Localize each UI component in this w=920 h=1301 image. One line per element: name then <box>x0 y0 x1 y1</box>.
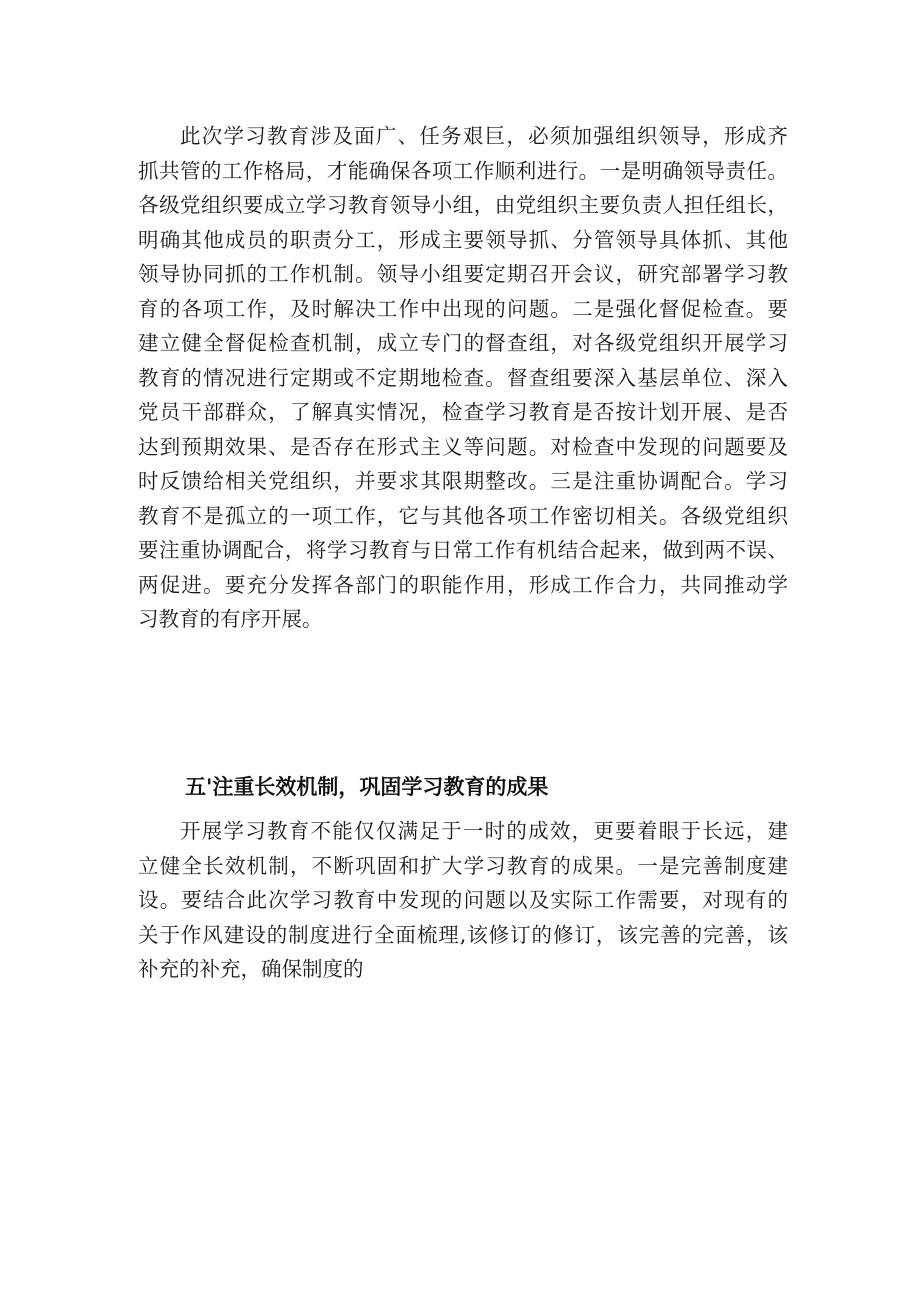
paragraph-line: 开展学习教育不能仅仅满足于一时的成效，更要着眼于长远，建 <box>180 819 788 843</box>
paragraph-line: 此次学习教育涉及面广、任务艰巨，必须加强组织领导，形成齐 <box>180 124 788 148</box>
paragraph-line: 党员干部群众，了解真实情况，检查学习教育是否按计划开展、是否 <box>138 400 788 424</box>
paragraph-line: 立健全长效机制，不断巩固和扩大学习教育的成果。一是完善制度建 <box>138 853 788 878</box>
paragraph-line: 育的各项工作，及时解决工作中出现的问题。二是强化督促检查。要 <box>138 296 788 321</box>
paragraph-line: 各级党组织要成立学习教育领导小组，由党组织主要负责人担任组长， <box>138 193 788 217</box>
paragraph-line: 达到预期效果、是否存在形式主义等问题。对检查中发现的问题要及 <box>138 434 788 459</box>
paragraph-line: 教育不是孤立的一项工作，它与其他各项工作密切相关。各级党组织 <box>138 503 788 528</box>
paragraph-line: 设。要结合此次学习教育中发现的问题以及实际工作需要，对现有的 <box>138 888 788 912</box>
paragraph-line: 习教育的有序开展。 <box>138 607 323 631</box>
paragraph-long-term-mechanism <box>138 814 788 987</box>
paragraph-line: 抓共管的工作格局，才能确保各项工作顺利进行。一是明确领导责任。 <box>138 158 788 183</box>
paragraph-line: 明确其他成员的职责分工，形成主要领导抓、分管领导具体抓、其他 <box>138 227 788 252</box>
paragraph-line: 补充的补充，确保制度的 <box>138 957 364 981</box>
paragraph-line: 两促进。要充分发挥各部门的职能作用，形成工作合力，共同推动学 <box>138 572 788 597</box>
paragraph-line: 建立健全督促检查机制，成立专门的督查组，对各级党组织开展学习 <box>138 331 788 355</box>
section-heading: 五'注重长效机制，巩固学习教育的成果 <box>185 775 549 799</box>
paragraph-line: 关于作风建设的制度进行全面梳理,该修订的修订，该完善的完善，该 <box>138 922 788 947</box>
paragraph-line: 领导协同抓的工作机制。领导小组要定期召开会议，研究部署学习教 <box>138 262 788 286</box>
paragraph-line: 教育的情况进行定期或不定期地检查。督查组要深入基层单位、深入 <box>138 365 788 390</box>
paragraph-line: 要注重协调配合，将学习教育与日常工作有机结合起来，做到两不误、 <box>138 538 788 562</box>
paragraph-organization-leadership <box>138 119 788 637</box>
paragraph-line: 时反馈给相关党组织，并要求其限期整改。三是注重协调配合。学习 <box>138 469 788 493</box>
